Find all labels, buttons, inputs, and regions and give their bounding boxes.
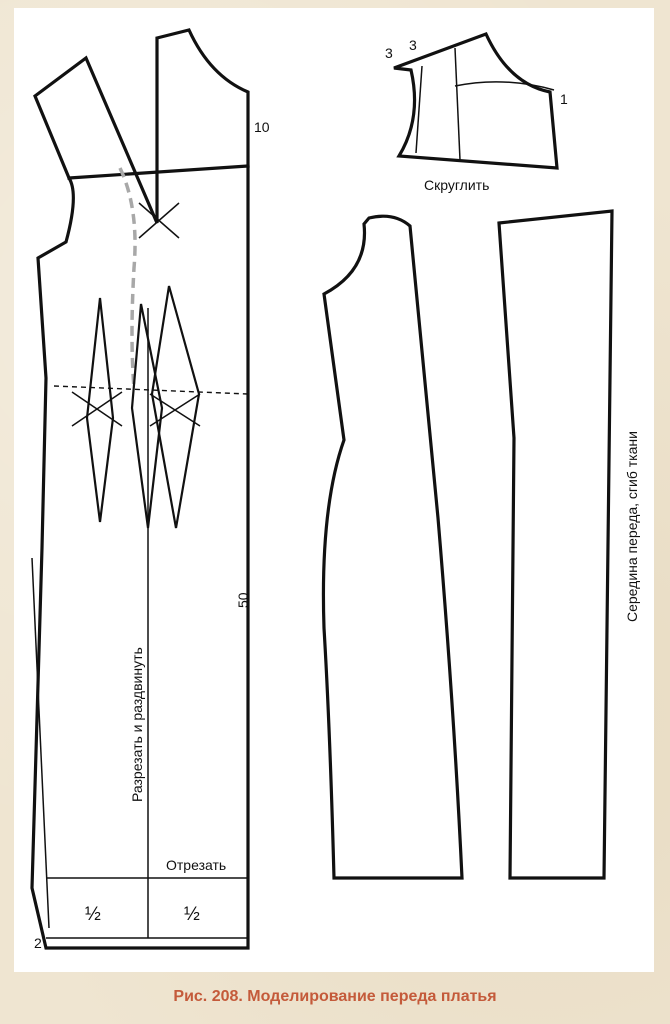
center-front-panel xyxy=(499,211,640,878)
yoke-cut-line xyxy=(455,48,460,160)
waist-dashed-line xyxy=(54,386,248,394)
label-cut-off: Отрезать xyxy=(166,857,227,873)
right-waist-dart xyxy=(152,286,199,528)
gray-slash-curve xyxy=(120,168,135,388)
front-draft xyxy=(32,30,270,951)
center-dart xyxy=(132,304,162,528)
label-10: 10 xyxy=(254,119,270,135)
label-point-2: 2 xyxy=(34,935,42,951)
bust-cross-upper xyxy=(139,203,179,238)
label-cut-and-spread: Разрезать и раздвинуть xyxy=(129,647,145,802)
waist-cross-right xyxy=(150,394,200,426)
left-waist-dart xyxy=(87,298,113,522)
waist-cross-left xyxy=(72,392,122,426)
label-center-front-fold: Середина переда, сгиб ткани xyxy=(624,431,640,622)
yoke-outline xyxy=(394,34,557,168)
side-front-panel xyxy=(323,216,462,878)
yoke-piece xyxy=(385,34,568,193)
label-point-3-left: 3 xyxy=(385,45,393,61)
center-panel-outline xyxy=(499,211,612,878)
side-panel-outline xyxy=(323,216,462,878)
label-point-3-right: 3 xyxy=(409,37,417,53)
figure-caption: Рис. 208. Моделирование переда платья xyxy=(173,988,497,1005)
label-point-1: 1 xyxy=(560,91,568,107)
label-50: 50 xyxy=(235,592,251,608)
label-round-off: Скруглить xyxy=(424,177,490,193)
label-half-right: ½ xyxy=(184,904,200,925)
yoke-inner-line xyxy=(416,66,422,153)
label-half-left: ½ xyxy=(85,904,101,925)
pattern-drawing xyxy=(14,8,654,972)
drawing-panel xyxy=(14,8,654,972)
